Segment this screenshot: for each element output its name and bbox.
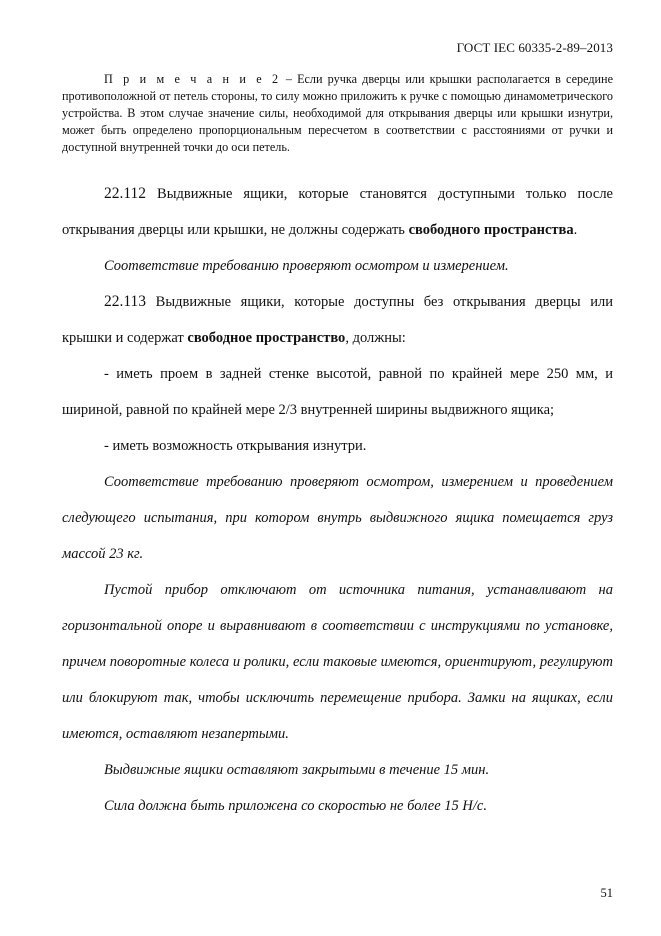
clause-number: 22.112 bbox=[104, 185, 147, 202]
note-2 bbox=[62, 71, 613, 156]
defined-term: свободного пространства bbox=[408, 222, 574, 238]
clause-end: . bbox=[573, 222, 578, 238]
requirement-item-1: - иметь проем в задней стенке высотой, равной по крайней мере 250 мм, и шириной, равной по крайней мере 2/3 внутренней ширины выдвижного ящика; bbox=[62, 366, 613, 418]
clause-text: Выдвижные ящики, которые становятся доступными только после открывания дверцы или крышки, не должны содержать bbox=[62, 186, 613, 238]
main-text bbox=[62, 176, 613, 824]
note-text: – Если ручка дверцы или крышки располагается в середине противоположной от петель стороны, то силу можно приложить к ручке с помощью динамометрического устройства. В этом случае значение силы, необходимой для открывания дверцы или крышки изнутри, может быть определено пропорциональным пересчетом в соответствии с расстояниями от ручки и доступной внутренней точки до оси петель. bbox=[62, 72, 613, 154]
defined-term: свободное пространство bbox=[187, 330, 346, 346]
test-force-rate: Сила должна быть приложена со скоростью не более 15 Н/с. bbox=[104, 798, 487, 814]
test-duration: Выдвижные ящики оставляют закрытыми в течение 15 мин. bbox=[104, 762, 490, 778]
clause-22-112 bbox=[62, 176, 613, 248]
compliance-check-22-112: Соответствие требованию проверяют осмотром и измерением. bbox=[104, 258, 509, 274]
document-header bbox=[457, 40, 613, 56]
clause-22-113 bbox=[62, 284, 613, 356]
note-paragraph bbox=[62, 71, 613, 156]
clause-number: 22.113 bbox=[104, 293, 147, 310]
page-number: 51 bbox=[600, 886, 613, 900]
compliance-check-22-113: Соответствие требованию проверяют осмотром, измерением и проведением следующего испытания, при котором внутрь выдвижного ящика помещается груз массой 23 кг. bbox=[62, 474, 613, 562]
standard-designation: ГОСТ IEC 60335-2-89–2013 bbox=[456, 40, 613, 55]
note-label: П р и м е ч а н и е 2 bbox=[104, 72, 281, 86]
requirement-item-2: - иметь возможность открывания изнутри. bbox=[104, 438, 367, 454]
test-procedure: Пустой прибор отключают от источника питания, устанавливают на горизонтальной опоре и выравнивают в соответствии с инструкциями по установке, причем поворотные колеса и ролики, если таковые имеются, ориентируют, регулируют или блокируют так, чтобы исключить перемещение прибора. Замки на ящиках, если имеются, оставляют незапертыми. bbox=[62, 582, 613, 742]
clause-end: , должны: bbox=[345, 330, 406, 346]
clause-text: Выдвижные ящики, которые доступны без открывания дверцы или крышки и содержат bbox=[62, 294, 613, 346]
